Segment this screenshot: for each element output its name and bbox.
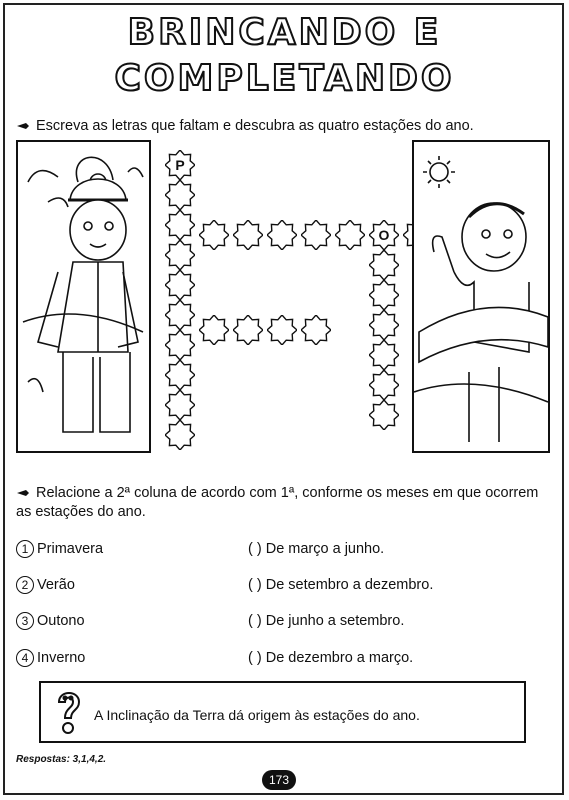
season-name: Verão <box>37 576 75 593</box>
puzzle-cell[interactable] <box>165 150 195 180</box>
puzzle-cell[interactable] <box>165 330 195 360</box>
info-box <box>39 681 526 743</box>
instruction-1 <box>16 118 474 134</box>
answer-blank[interactable]: ( ) <box>248 650 262 666</box>
month-range: De dezembro a março. <box>265 650 414 666</box>
pencil-icon <box>16 489 30 497</box>
puzzle-letter: P <box>175 157 185 173</box>
puzzle-cell[interactable] <box>165 420 195 450</box>
month-item <box>248 613 404 629</box>
puzzle-cell[interactable] <box>369 310 399 340</box>
season-number: 2 <box>16 576 34 594</box>
season-name: Outono <box>37 612 85 629</box>
season-item <box>16 612 85 630</box>
puzzle-cell[interactable] <box>369 250 399 280</box>
puzzle-cell[interactable] <box>165 270 195 300</box>
season-number: 3 <box>16 612 34 630</box>
puzzle-cell[interactable] <box>369 340 399 370</box>
puzzle-cell[interactable] <box>233 315 263 345</box>
month-range: De junho a setembro. <box>265 613 405 629</box>
season-item <box>16 649 85 667</box>
puzzle-cell[interactable] <box>267 315 297 345</box>
month-range: De setembro a dezembro. <box>265 577 434 593</box>
season-number: 4 <box>16 649 34 667</box>
answer-blank[interactable]: ( ) <box>248 613 262 629</box>
season-name: Inverno <box>37 649 86 666</box>
summer-boy-illustration <box>412 140 550 453</box>
title-line-1: BRINCANDO E <box>127 12 442 53</box>
pencil-icon <box>16 122 30 130</box>
instruction-2-text: Relacione a 2ª coluna de acordo com 1ª, conforme os meses em que ocorrem as estações do ano. <box>16 485 539 520</box>
puzzle-cell[interactable] <box>369 280 399 310</box>
page-number: 173 <box>262 770 296 790</box>
puzzle-cell[interactable] <box>165 300 195 330</box>
month-range: De março a junho. <box>265 541 385 557</box>
title-line-2: COMPLETANDO <box>114 58 455 99</box>
month-item <box>248 577 433 593</box>
puzzle-cell[interactable] <box>369 220 399 250</box>
puzzle-cell[interactable] <box>199 315 229 345</box>
season-number: 1 <box>16 540 34 558</box>
puzzle-cell[interactable] <box>301 220 331 250</box>
puzzle-cell[interactable] <box>301 315 331 345</box>
instruction-1-text: Escreva as letras que faltam e descubra as quatro estações do ano. <box>36 118 474 134</box>
season-name: Primavera <box>37 540 104 557</box>
winter-girl-illustration <box>16 140 151 453</box>
info-text: A Inclinação da Terra dá origem às estações do ano. <box>94 707 420 723</box>
month-item <box>248 650 413 666</box>
month-item <box>248 541 384 557</box>
puzzle-cell[interactable] <box>165 240 195 270</box>
season-item <box>16 540 103 558</box>
answer-blank[interactable]: ( ) <box>248 577 262 593</box>
answer-blank[interactable]: ( ) <box>248 541 262 557</box>
answer-key: Respostas: 3,1,4,2. <box>16 754 107 765</box>
puzzle-cell[interactable] <box>199 220 229 250</box>
instruction-2 <box>16 484 556 522</box>
puzzle-cell[interactable] <box>165 180 195 210</box>
puzzle-cell[interactable] <box>369 400 399 430</box>
puzzle-cell[interactable] <box>267 220 297 250</box>
season-item <box>16 576 75 594</box>
question-mark-icon <box>51 686 87 738</box>
puzzle-cell[interactable] <box>369 370 399 400</box>
puzzle-cell[interactable] <box>165 390 195 420</box>
puzzle-cell[interactable] <box>165 360 195 390</box>
puzzle-cell[interactable] <box>233 220 263 250</box>
puzzle-cell[interactable] <box>165 210 195 240</box>
puzzle-letter: O <box>378 227 390 243</box>
puzzle-cell[interactable] <box>335 220 365 250</box>
